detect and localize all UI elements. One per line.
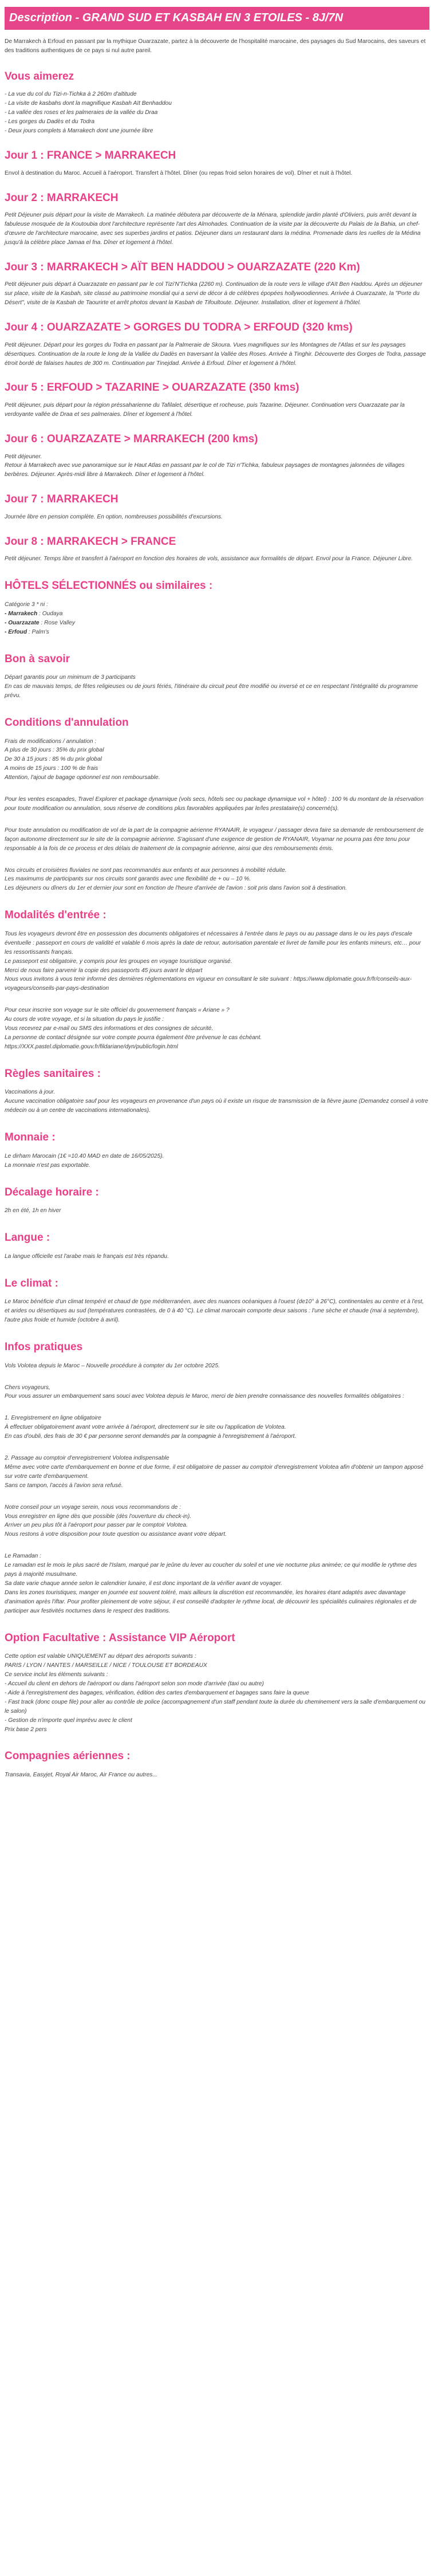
day-5-text: Petit déjeuner, puis départ pour la région préssaharienne du Tafilalet, désertique et rocheuse, puis Tazarine. Déjeuner. Continuation vers Ouarzazate par la verdoyante vallée de Draa et ses palmeraies. Dîner et logement à l'hôtel. — [5, 402, 405, 418]
day-1-heading: Jour 1 : FRANCE > MARRAKECH — [5, 149, 176, 162]
entry-ariane: Pour ceux inscrire son voyage sur le site officiel du gouvernement français « Ariane » ? Au cours de votre voyage, et si la situation du pays le justifie : Vous recevrez par e-mail ou SMS des informations et des consignes de sécurité. La personne de contact désignée sur votre compte pourra également être prévenue le cas échéant. https://XXX.pastel.diplomatie.gouv.fr/fildariane/dyn/public/login.html — [5, 1007, 262, 1050]
practical-step-1: 1. Enregistrement en ligne obligatoire À effectuer obligatoirement avant votre arrivée à l'aéroport, directement sur le site ou l'application de Volotea. En cas d'oubli, des frais de 30 € par personne seront demandés par la compagnie à l'enregistrement à l'aéroport. — [5, 1415, 297, 1440]
day-2-heading: Jour 2 : MARRAKECH — [5, 191, 119, 204]
hotel-line — [5, 619, 429, 628]
love-heading: Vous aimerez — [5, 70, 74, 82]
day-8-text: Petit déjeuner. Temps libre et transfert à l'aéroport en fonction des horaires de vols, assistance aux formalités de départ. Envol pour la France. Déjeuner Libre. — [5, 556, 413, 563]
airlines-heading: Compagnies aériennes : — [5, 1750, 131, 1763]
love-item: - Deux jours complets à Marrakech dont une journée libre — [5, 128, 153, 135]
day-7-heading: Jour 7 : MARRAKECH — [5, 493, 119, 506]
love-item: - Les gorges du Dadès et du Todra — [5, 119, 95, 125]
currency-text: Le dirham Marocain (1€ =10.40 MAD en date de 16/05/2025). La monnaie n'est pas exportable. — [5, 1153, 164, 1169]
intro-text: De Marrakech à Erfoud en passant par la mythique Ouarzazate, partez à la découverte de l'hospitalité marocaine, des paysages du Sud Marocains, des saveurs et des traditions authentiques de ce pays si nul autre pareil. — [5, 38, 426, 54]
cancellation-ryanair: Pour toute annulation ou modification de vol de la part de la compagnie aérienne RYANAIR, le voyageur / passager devra faire sa demande de remboursement de façon autonome directement sur le site de la compagnie aérienne. S'agissant d'une exigence de gestion de RYANAIR, Voyamar ne pourra pas être tenu pour responsable à la fois de ce process et des délais de traitement de la compagnie aérienne, ainsi que des remboursements émis. — [5, 827, 424, 852]
day-4-text: Petit déjeuner. Départ pour les gorges du Todra en passant par la Palmeraie de Skoura. Vues magnifiques sur les Montagnes de l'Atlas et sur les paysages désertiques. Continuation de la route le long de la Vallée du Dadès en traversant la Vallée des Roses. Arrivée à Tinghir. Découverte des Gorges de Todra, passage étroit bordé de falaises hautes de 300 m. Continuation par Tinejdad. Arrivée à Erfoud. Dîner et logement à l'hôtel. — [5, 341, 426, 367]
love-list — [5, 90, 429, 136]
cancellation-circuits: Nos circuits et croisières fluviales ne sont pas recommandés aux enfants et aux personnes à mobilité réduite. Les maximums de participants sur nos circuits sont garantis avec une flexibilité de + ou – 10 %. Les déjeuners ou dîners du 1er et dernier jour sont en fonction de l'heure d'arrivée de l'avion : soit pris dans l'avion soit à destination. — [5, 867, 347, 892]
health-heading: Règles sanitaires : — [5, 1067, 101, 1080]
currency-heading: Monnaie : — [5, 1131, 56, 1144]
day-2-text: Petit Déjeuner puis départ pour la visite de Marrakech. La matinée débutera par découverte de la Ménara, splendide jardin planté d'Oliviers, puis arrêt devant la fabuleuse mosquée de la Koutoubia dont l'architecture représente l'art des Almohades. Continuation de la visite par la découverte du Palais de la Bahia, un chef- d'œuvre de l'architecture marocaine, avec ses superbes jardins et patios. Déjeuner dans un restaurant dans la médina. Promenade dans les ruelles de la Médina jusqu'à la célèbre place Jamaa el fna. Dîner et logement à l'hôtel. — [5, 212, 421, 246]
love-item: - La vue du col du Tizi-n-Tichka à 2 260m d'altitude — [5, 91, 137, 98]
practical-advice: Notre conseil pour un voyage serein, nous vous recommandons de : Vous enregistrer en ligne dès que possible (dès l'ouverture du check-in). Arriver un peu plus tôt à l'aéroport pour passer par le comptoir Volotea. Nous restons à votre disposition pour toute question ou assistance avant votre départ. — [5, 1504, 227, 1538]
timezone-heading: Décalage horaire : — [5, 1186, 99, 1198]
cancellation-heading: Conditions d'annulation — [5, 716, 129, 729]
hotels-heading: HÔTELS SÉLECTIONNÉS ou similaires : — [5, 580, 213, 592]
hotel-city: - Marrakech — [5, 610, 38, 617]
good-to-know-heading: Bon à savoir — [5, 652, 70, 665]
page-title: Description - GRAND SUD ET KASBAH EN 3 ETOILES - 8J/7N — [9, 11, 344, 25]
day-1-text: Envol à destination du Maroc. Accueil à l'aéroport. Transfert à l'hôtel. Dîner (ou repas froid selon horaires de vol). Dîner et nuit à l'hôtel. — [5, 170, 353, 176]
practical-ramadan: Le Ramadan : Le ramadan est le mois le plus sacré de l'Islam, marqué par le jeûne du lever au coucher du soleil et une vie nocturne plus animée; ce qui modifie le rythme des pays à majorité musulmane. Sa date varie chaque année selon le calendrier lunaire, il est donc important de la vérifier avant de voyager. Dans les zones touristiques, manger en journée est souvent toléré, mais ailleurs la discrétion est recommandée, les horaires étant adaptés avec davantage d'animation après l'iftar. Pour profiter pleinement de votre séjour, il est conseillé d'adopter le rythme local, de découvrir les spécialités culinaires régionales et de participer aux festivités nocturnes dans le respect des traditions. — [5, 1553, 417, 1614]
day-3-text: Petit déjeuner puis départ à Ouarzazate en passant par le col Tizi'N'Tichka (2260 m). Continuation de la route vers le village d'Aït Ben Haddou. Après un déjeuner sur place, visite de la Kasbah, site classé au patrimoine mondial qui a servi de décor à de célèbres épopées hollywoodiennes. Arrivée à Ouarzazate, la "Porte du Désert", visite de la Kasbah de Taourirte et arrêt photos devant la Kasbah de Tifoultoute. Déjeuner. Installation, dîner et logement à l'hôtel. — [5, 281, 423, 306]
day-3-heading: Jour 3 : MARRAKECH > AÏT BEN HADDOU > OUARZAZATE (220 Km) — [5, 261, 360, 273]
day-6-heading: Jour 6 : OUARZAZATE > MARRAKECH (200 kms) — [5, 432, 258, 445]
entry-heading: Modalités d'entrée : — [5, 909, 106, 922]
practical-step-2: 2. Passage au comptoir d'enregistrement Volotea indispensable Même avec votre carte d'embarquement en bonne et due forme, il est obligatoire de passer au comptoir d'enregistrement Volotea afin d'obtenir un tampon apposé sur votre carte d'embarquement. Sans ce tampon, l'accès à l'avion sera refusé. — [5, 1455, 424, 1489]
vip-heading: Option Facultative : Assistance VIP Aéroport — [5, 1631, 235, 1644]
hotels-category: Catégorie 3 * ni : — [5, 601, 48, 608]
day-7-text: Journée libre en pension complète. En option, nombreuses possibilités d'excursions. — [5, 513, 223, 520]
day-6-text: Petit déjeuner. Retour à Marrakech avec vue panoramique sur le Haut Atlas en passant par le col de Tizi n'Tichka, fabuleux paysages de montagnes jalonnées de villages berbères. Déjeuner. Après-midi libre à Marrakech. Dîner et logement à l'hôtel. — [5, 453, 405, 478]
good-to-know-text: Départ garantis pour un minimum de 3 participants En cas de mauvais temps, de fêtes religieuses ou de jours fériés, l'itinéraire du circuit peut être modifié ou inversé et ce en respectant l'intégralité du programme prévu. — [5, 674, 418, 699]
day-4-heading: Jour 4 : OUARZAZATE > GORGES DU TODRA > ERFOUD (320 kms) — [5, 321, 353, 334]
hotel-city: - Erfoud — [5, 628, 27, 635]
love-item: - La vallée des roses et les palmeraies de la vallée du Draa — [5, 109, 158, 116]
practical-greeting: Chers voyageurs, Pour vous assurer un embarquement sans souci avec Volotea depuis le Maroc, merci de bien prendre connaissance des nouvelles formalités obligatoires : — [5, 1384, 404, 1400]
climate-heading: Le climat : — [5, 1277, 58, 1289]
hotel-name: : Rose Valley — [39, 619, 76, 626]
hotel-city: - Ouarzazate — [5, 619, 40, 626]
timezone-text: 2h en été, 1h en hiver — [5, 1208, 61, 1214]
health-text: Vaccinations à jour. Aucune vaccination obligatoire sauf pour les voyageurs en provenance d'un pays où il existe un risque de transmission de la fièvre jaune (Demandez conseil à votre médecin ou à un centre de vaccinations internationales). — [5, 1089, 428, 1114]
page-title-banner — [5, 7, 429, 30]
cancellation-packages: Pour les ventes escapades, Travel Explorer et package dynamique (vols secs, hôtels sec ou package dynamique vol + hôtel) : 100 % du montant de la réservation pour toute modification ou annulation, sous réserve de conditions plus favorables appliquées par le/les prestataire(s) concerné(s). — [5, 796, 424, 812]
cancellation-fees: Frais de modifications / annulation : A plus de 30 jours : 35% du prix global De 30 à 15 jours : 85 % du prix global A moins de 15 jours : 100 % de frais Attention, l'ajout de bagage optionnel est non remboursable. — [5, 738, 160, 781]
airlines-text: Transavia, Easyjet, Royal Air Maroc, Air France ou autres... — [5, 1772, 157, 1779]
day-5-heading: Jour 5 : ERFOUD > TAZARINE > OUARZAZATE (350 kms) — [5, 382, 299, 394]
day-8-heading: Jour 8 : MARRAKECH > FRANCE — [5, 535, 176, 548]
hotel-name: : Palm's — [27, 628, 49, 635]
practical-intro: Vols Volotea depuis le Maroc – Nouvelle procédure à compter du 1er octobre 2025. — [5, 1362, 220, 1369]
hotel-line — [5, 628, 429, 637]
practical-heading: Infos pratiques — [5, 1340, 83, 1353]
vip-text: Cette option est valable UNIQUEMENT au départ des aéroports suivants : PARIS / LYON / NANTES / MARSEILLE / NICE / TOULOUSE ET BORDEAUX Ce service inclut les éléments suivants : - Accueil du client en dehors de l'aéroport ou dans l'aéroport selon son mode d'arrivée (taxi ou autre) - Aide à l'enregistrement des bagages, vérification, édition des cartes d'embarquement et bagages sans faire la queue - Fast track (donc coupe file) pour aller au contrôle de police (accompagnement d'un staff pendant toute la durée du cheminement vers la salle d'embarquement ou le salon) - Gestion de n'importe quel imprévu avec le client Prix base 2 pers — [5, 1653, 425, 1733]
climate-text: Le Maroc bénéficie d'un climat tempéré et chaud de type méditerranéen, avec des nuances océaniques à l'ouest (de10° à 26°C), continentales au centre et à l'est, et arides ou désertiques au sud (températures contrastées, de 0 à 40 °C). Le climat marocain comporte deux saisons : l'une sèche et chaude (mai à septembre), l'autre plus froide et humide (octobre à avril). — [5, 1299, 424, 1324]
language-text: La langue officielle est l'arabe mais le français est très répandu. — [5, 1253, 169, 1260]
entry-documents: Tous les voyageurs devront être en possession des documents obligatoires et nécessaires à l'entrée dans le pays ou au passage dans le ou les pays d'escale éventuelle : passeport en cours de validité et valable 6 mois après la date de retour, autorisation parentale et livret de famille pour les enfants mineurs, etc… pour les ressortissants français. Le passeport est obligatoire, y compris pour les groupes en voyage touristique organisé. Merci de nous faire parvenir la copie des passeports 45 jours avant le départ Nous vous invitons à vous tenir informé des dernières réglementations en vigueur en consultant le site suivant : https://www.diplomatie.gouv.fr/fr/conseils-aux-voyageurs/conseils-par-pays-destination — [5, 930, 421, 992]
language-heading: Langue : — [5, 1232, 50, 1244]
hotel-line — [5, 609, 429, 619]
hotel-name: : Oudaya — [37, 610, 63, 617]
page — [0, 7, 434, 1780]
love-item: - La visite de kasbahs dont la magnifique Kasbah Aït Benhaddou — [5, 100, 172, 107]
